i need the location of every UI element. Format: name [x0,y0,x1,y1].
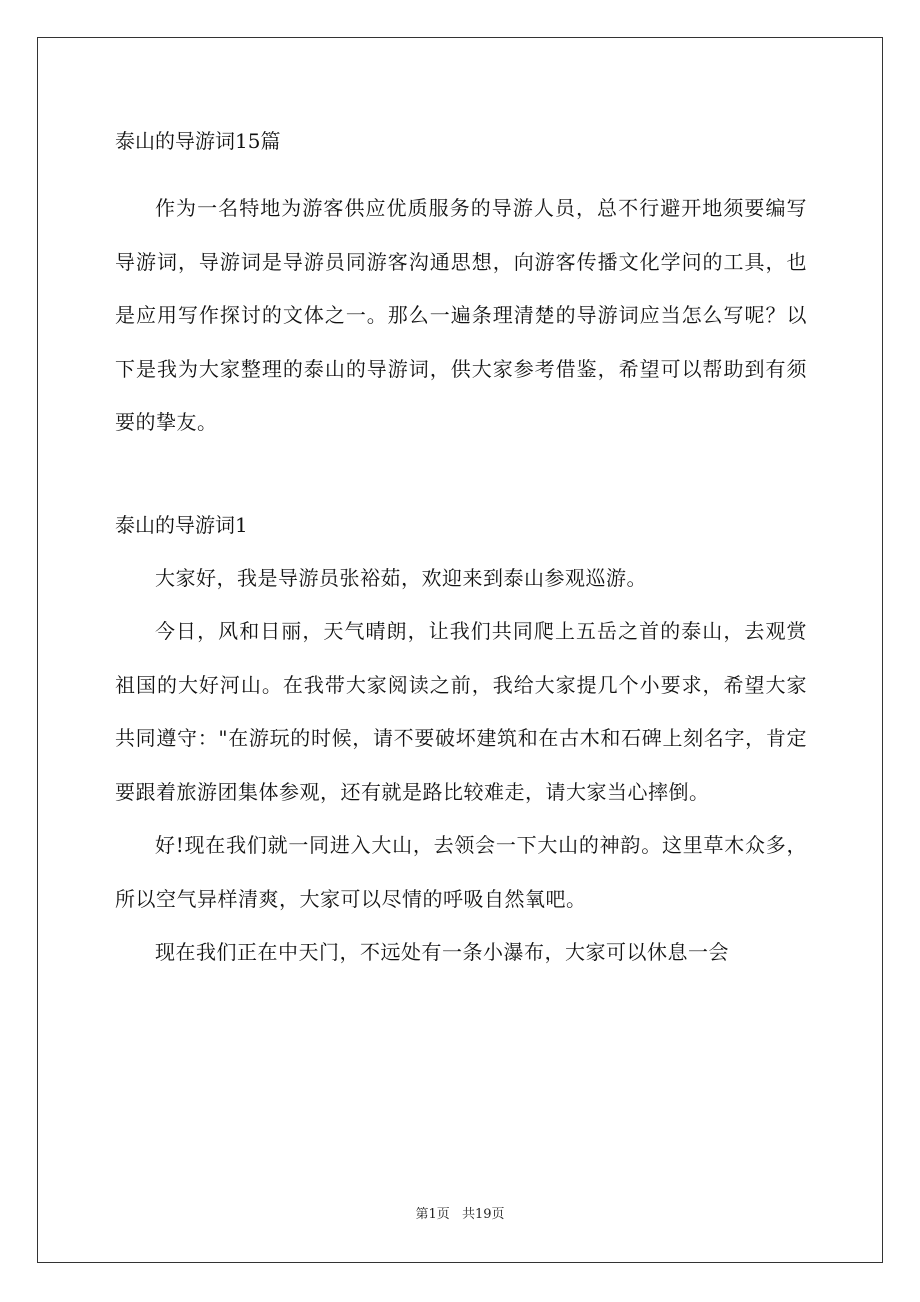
page-total: 共19页 [461,1207,505,1222]
paragraph-3: 好!现在我们就一同进入大山，去领会一下大山的神韵。这里草木众多，所以空气异样清爽，大家可以尽情的呼吸自然氧吧。 [115,833,807,911]
page-footer [0,1203,920,1222]
intro-paragraph: 作为一名特地为游客供应优质服务的导游人员，总不行避开地须要编写导游词，导游词是导游员同游客沟通思想，向游客传播文化学问的工具，也是应用写作探讨的文体之一。那么一遍条理清楚的导游词应当怎么写呢？以下是我为大家整理的泰山的导游词，供大家参考借鉴，希望可以帮助到有须要的挚友。 [115,196,807,434]
paragraph-2: 今日，风和日丽，天气晴朗，让我们共同爬上五岳之首的泰山，去观赏祖国的大好河山。在我带大家阅读之前，我给大家提几个小要求，希望大家共同遵守："在游玩的时候，请不要破坏建筑和在古木和石碑上刻名字，肯定要跟着旅游团集体参观，还有就是路比较难走，请大家当心摔倒。 [115,619,807,804]
document-title: 泰山的导游词15篇 [115,129,281,153]
section-gap [115,450,807,502]
page-number: 第1页 [415,1207,450,1222]
paragraph-4: 现在我们正在中天门，不远处有一条小瀑布，大家可以休息一会 [155,940,729,964]
document-body [115,118,807,980]
paragraph-1: 大家好，我是导游员张裕茹，欢迎来到泰山参观巡游。 [155,565,647,590]
section-title: 泰山的导游词1 [115,512,248,537]
